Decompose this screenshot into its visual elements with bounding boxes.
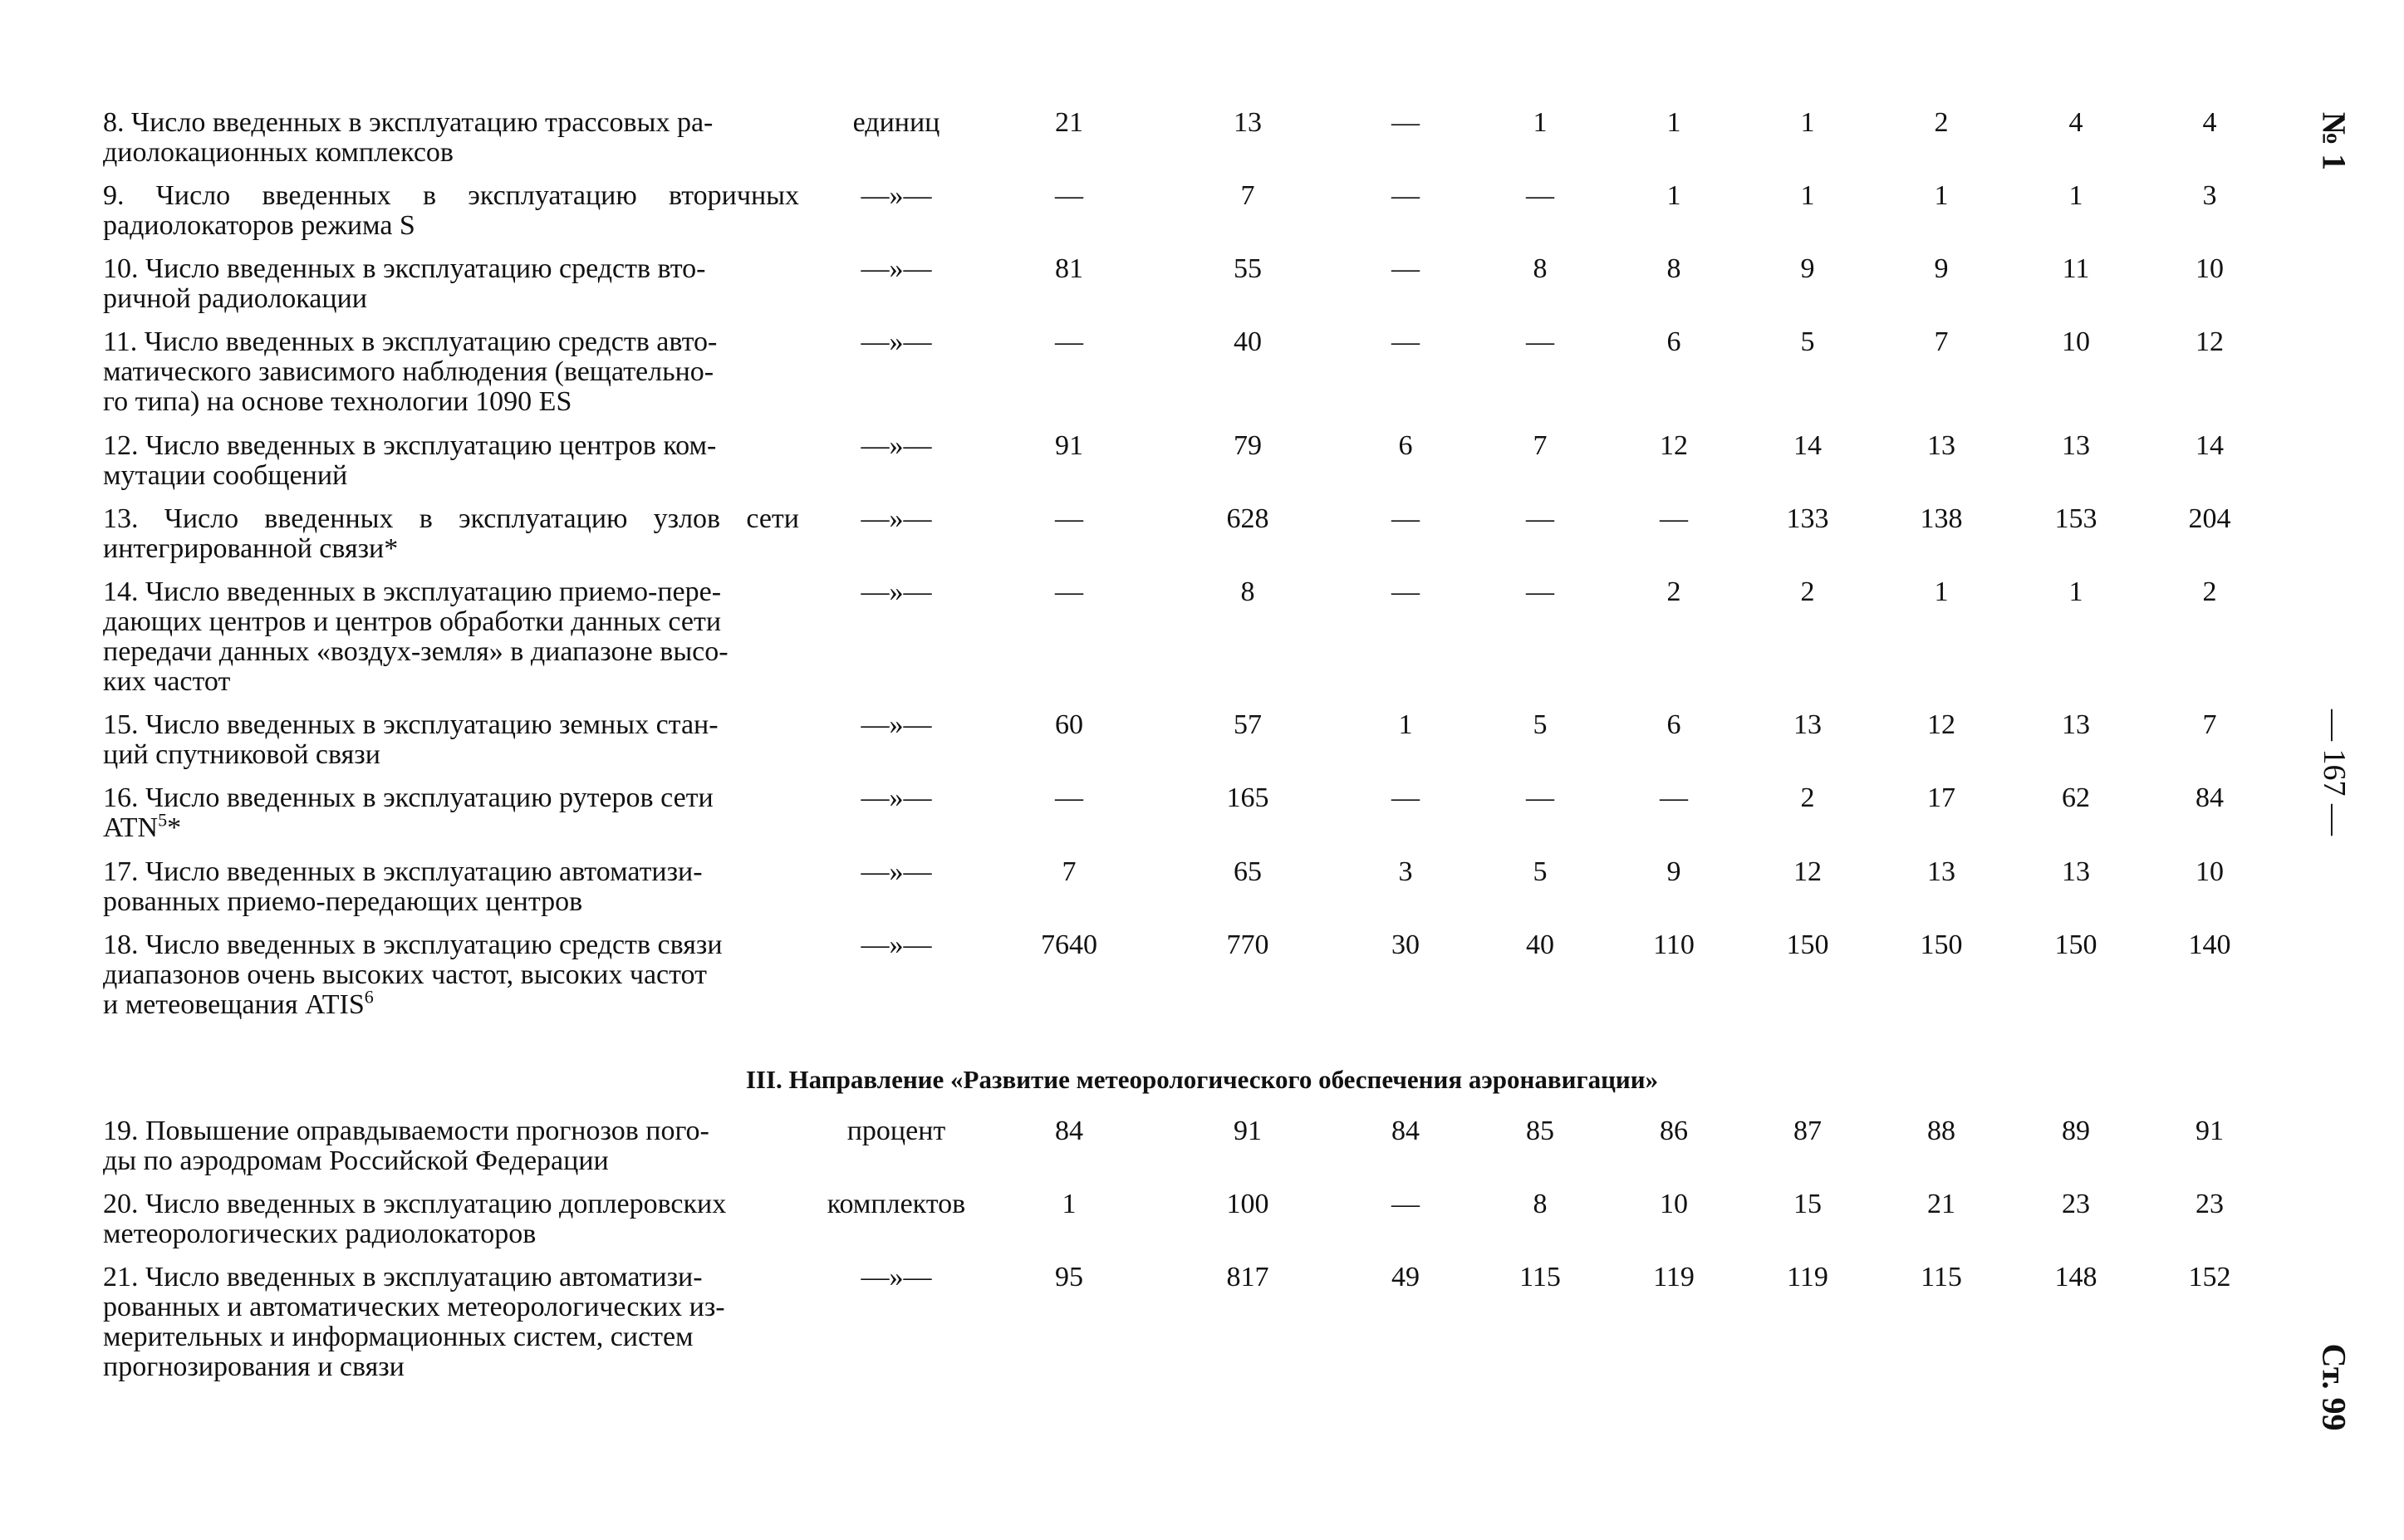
value-cell: 9 <box>1934 253 1949 284</box>
value-cell: 86 <box>1660 1116 1688 1146</box>
row-description <box>103 930 799 1020</box>
value-cell: 11 <box>2062 253 2090 284</box>
issue-number <box>2309 17 2359 266</box>
value-cell: 10 <box>1660 1189 1688 1219</box>
value-cell: 91 <box>1055 430 1083 461</box>
value-cell: 5 <box>1533 856 1548 887</box>
value-cell: 100 <box>1226 1189 1269 1219</box>
value-cell: 13 <box>1234 107 1262 138</box>
value-cell: 89 <box>2062 1116 2090 1146</box>
value-cell: 6 <box>1666 326 1681 357</box>
value-cell: 5 <box>1800 326 1815 357</box>
row-description: 14. Число введенных в эксплуатацию приемо-пере- дающих центров и центров обработки данных сети передачи данных «воздух-земля» в диапазоне высо- ких частот <box>103 576 729 697</box>
value-cell: 165 <box>1226 782 1269 813</box>
value-cell: 55 <box>1234 253 1262 284</box>
value-cell: 14 <box>2195 430 2224 461</box>
value-cell: 7 <box>2202 709 2217 740</box>
value-cell: 1 <box>1934 180 1949 211</box>
value-cell: 81 <box>1055 253 1083 284</box>
value-cell: — <box>1660 503 1688 534</box>
value-cell: — <box>1055 782 1083 813</box>
row-description: 20. Число введенных в эксплуатацию доплеровских метеорологических радиолокаторов <box>103 1189 727 1249</box>
value-cell: 7 <box>1934 326 1949 357</box>
value-cell: 8 <box>1240 576 1255 607</box>
value-cell: — <box>1391 782 1420 813</box>
value-cell: — <box>1526 576 1554 607</box>
value-cell: 13 <box>1927 430 1955 461</box>
value-cell: 150 <box>2054 929 2097 960</box>
value-cell: 3 <box>1398 856 1413 887</box>
value-cell: 87 <box>1793 1116 1822 1146</box>
value-cell: — <box>1391 576 1420 607</box>
row-description: 17. Число введенных в эксплуатацию автоматизи- рованных приемо-передающих центров <box>103 856 703 917</box>
value-cell: 1 <box>1666 107 1681 138</box>
value-cell: 7 <box>1533 430 1548 461</box>
value-cell: — <box>1391 180 1420 211</box>
value-cell: 49 <box>1391 1262 1420 1292</box>
value-cell: 23 <box>2195 1189 2224 1219</box>
value-cell: 153 <box>2054 503 2097 534</box>
value-cell: 4 <box>2202 107 2217 138</box>
value-cell: 91 <box>2195 1116 2224 1146</box>
row-unit: —»— <box>861 180 932 211</box>
value-cell: — <box>1526 782 1554 813</box>
row-description: 13. Число введенных в эксплуатацию узлов сети интегрированной связи* <box>103 503 799 564</box>
row-unit: процент <box>846 1116 946 1146</box>
value-cell: 133 <box>1786 503 1829 534</box>
value-cell: 15 <box>1793 1189 1822 1219</box>
row-description: 10. Число введенных в эксплуатацию средств вто- ричной радиолокации <box>103 253 706 314</box>
value-cell: 10 <box>2195 856 2224 887</box>
value-cell: — <box>1055 576 1083 607</box>
value-cell: 21 <box>1055 107 1083 138</box>
value-cell: 770 <box>1226 929 1269 960</box>
row-unit: —»— <box>861 1262 932 1292</box>
value-cell: 204 <box>2188 503 2231 534</box>
value-cell: 1 <box>1062 1189 1077 1219</box>
value-cell: 115 <box>1921 1262 1962 1292</box>
value-cell: 14 <box>1793 430 1822 461</box>
row-unit: —»— <box>861 856 932 887</box>
value-cell: 2 <box>1800 576 1815 607</box>
value-cell: 95 <box>1055 1262 1083 1292</box>
row-unit: —»— <box>861 326 932 357</box>
row-unit: —»— <box>861 929 932 960</box>
value-cell: 21 <box>1927 1189 1955 1219</box>
footnote-ref: 6 <box>364 986 374 1008</box>
value-cell: 9 <box>1800 253 1815 284</box>
value-cell: 4 <box>2068 107 2083 138</box>
value-cell: 1 <box>1800 107 1815 138</box>
value-cell: 6 <box>1666 709 1681 740</box>
value-cell: 65 <box>1234 856 1262 887</box>
row-description-term: ATN <box>103 812 159 843</box>
value-cell: — <box>1526 180 1554 211</box>
value-cell: 12 <box>1660 430 1688 461</box>
row-description-line: 18. Число введенных в эксплуатацию средств связи диапазонов очень высоких частот, высоких частот <box>103 929 723 990</box>
value-cell: 8 <box>1533 1189 1548 1219</box>
value-cell: 119 <box>1653 1262 1695 1292</box>
section-heading: III. Направление «Развитие метеорологического обеспечения аэронавигации» <box>745 1065 1659 1094</box>
value-cell: — <box>1391 107 1420 138</box>
row-description <box>103 783 799 843</box>
value-cell: 17 <box>1927 782 1955 813</box>
value-cell: 2 <box>1800 782 1815 813</box>
value-cell: 1 <box>1398 709 1413 740</box>
article-number <box>2309 1263 2359 1512</box>
value-cell: 85 <box>1526 1116 1554 1146</box>
value-cell: 2 <box>2202 576 2217 607</box>
value-cell: 13 <box>1793 709 1822 740</box>
row-description: 21. Число введенных в эксплуатацию автоматизи- рованных и автоматических метеорологических из- мерительных и информационных систем, систем прогнозирования и связи <box>103 1262 725 1382</box>
footnote-mark: * <box>167 812 182 843</box>
value-cell: 628 <box>1226 503 1269 534</box>
row-description: 19. Повышение оправдываемости прогнозов пого- ды по аэродромам Российской Федерации <box>103 1116 709 1176</box>
value-cell: 110 <box>1653 929 1695 960</box>
value-cell: 1 <box>1533 107 1548 138</box>
page-number <box>2309 648 2359 897</box>
value-cell: — <box>1526 503 1554 534</box>
value-cell: 12 <box>1793 856 1822 887</box>
value-cell: 1 <box>1800 180 1815 211</box>
article-number-text: Ст. 99 <box>2315 1343 2353 1431</box>
value-cell: 12 <box>2195 326 2224 357</box>
value-cell: 150 <box>1786 929 1829 960</box>
value-cell: 2 <box>1934 107 1949 138</box>
value-cell: — <box>1391 1189 1420 1219</box>
row-unit: —»— <box>861 430 932 461</box>
value-cell: 60 <box>1055 709 1083 740</box>
value-cell: — <box>1055 326 1083 357</box>
value-cell: 1 <box>2068 576 2083 607</box>
value-cell: 1 <box>1934 576 1949 607</box>
value-cell: 1 <box>1666 180 1681 211</box>
value-cell: 2 <box>1666 576 1681 607</box>
value-cell: 3 <box>2202 180 2217 211</box>
value-cell: — <box>1391 326 1420 357</box>
value-cell: 8 <box>1666 253 1681 284</box>
value-cell: 10 <box>2195 253 2224 284</box>
row-unit: —»— <box>861 782 932 813</box>
value-cell: — <box>1055 180 1083 211</box>
value-cell: 62 <box>2062 782 2090 813</box>
row-description: 9. Число введенных в эксплуатацию вторичных радиолокаторов режима S <box>103 180 799 241</box>
row-description: 15. Число введенных в эксплуатацию земных стан- ций спутниковой связи <box>103 709 719 770</box>
value-cell: 817 <box>1226 1262 1269 1292</box>
value-cell: — <box>1526 326 1554 357</box>
value-cell: 30 <box>1391 929 1420 960</box>
value-cell: 115 <box>1519 1262 1561 1292</box>
row-unit: —»— <box>861 709 932 740</box>
footnote-ref: 5 <box>158 809 168 831</box>
value-cell: 140 <box>2188 929 2231 960</box>
value-cell: 1 <box>2068 180 2083 211</box>
value-cell: 13 <box>2062 709 2090 740</box>
value-cell: 10 <box>2062 326 2090 357</box>
row-unit: —»— <box>861 503 932 534</box>
value-cell: 79 <box>1234 430 1262 461</box>
value-cell: — <box>1391 503 1420 534</box>
row-unit: —»— <box>861 253 932 284</box>
value-cell: — <box>1055 503 1083 534</box>
value-cell: 152 <box>2188 1262 2231 1292</box>
value-cell: 119 <box>1787 1262 1828 1292</box>
value-cell: 91 <box>1234 1116 1262 1146</box>
value-cell: 84 <box>1391 1116 1420 1146</box>
value-cell: 138 <box>1920 503 1963 534</box>
value-cell: 7 <box>1240 180 1255 211</box>
row-description: 11. Число введенных в эксплуатацию средств авто- матического зависимого наблюдения (вещательно- го типа) на основе технологии 1090 ES <box>103 326 718 417</box>
page-number-text: — 167 — <box>2317 709 2352 836</box>
issue-number-text: № 1 <box>2315 111 2353 171</box>
value-cell: 5 <box>1533 709 1548 740</box>
value-cell: 23 <box>2062 1189 2090 1219</box>
value-cell: — <box>1391 253 1420 284</box>
row-description-term: и метеовещания ATIS <box>103 989 365 1020</box>
value-cell: 148 <box>2054 1262 2097 1292</box>
value-cell: 40 <box>1234 326 1262 357</box>
value-cell: — <box>1660 782 1688 813</box>
value-cell: 57 <box>1234 709 1262 740</box>
row-unit: —»— <box>861 576 932 607</box>
row-description-line: 16. Число введенных в эксплуатацию рутеров сети <box>103 782 714 813</box>
value-cell: 7 <box>1062 856 1077 887</box>
value-cell: 7640 <box>1041 929 1097 960</box>
row-description: 8. Число введенных в эксплуатацию трассовых ра- диолокационных комплексов <box>103 107 714 168</box>
value-cell: 6 <box>1398 430 1413 461</box>
value-cell: 88 <box>1927 1116 1955 1146</box>
row-unit: единиц <box>852 107 940 138</box>
value-cell: 84 <box>1055 1116 1083 1146</box>
value-cell: 12 <box>1927 709 1955 740</box>
value-cell: 150 <box>1920 929 1963 960</box>
value-cell: 40 <box>1526 929 1554 960</box>
value-cell: 13 <box>2062 430 2090 461</box>
value-cell: 8 <box>1533 253 1548 284</box>
row-unit: комплектов <box>827 1189 966 1219</box>
value-cell: 84 <box>2195 782 2224 813</box>
row-description: 12. Число введенных в эксплуатацию центров ком- мутации сообщений <box>103 430 717 491</box>
value-cell: 13 <box>1927 856 1955 887</box>
value-cell: 13 <box>2062 856 2090 887</box>
value-cell: 9 <box>1666 856 1681 887</box>
